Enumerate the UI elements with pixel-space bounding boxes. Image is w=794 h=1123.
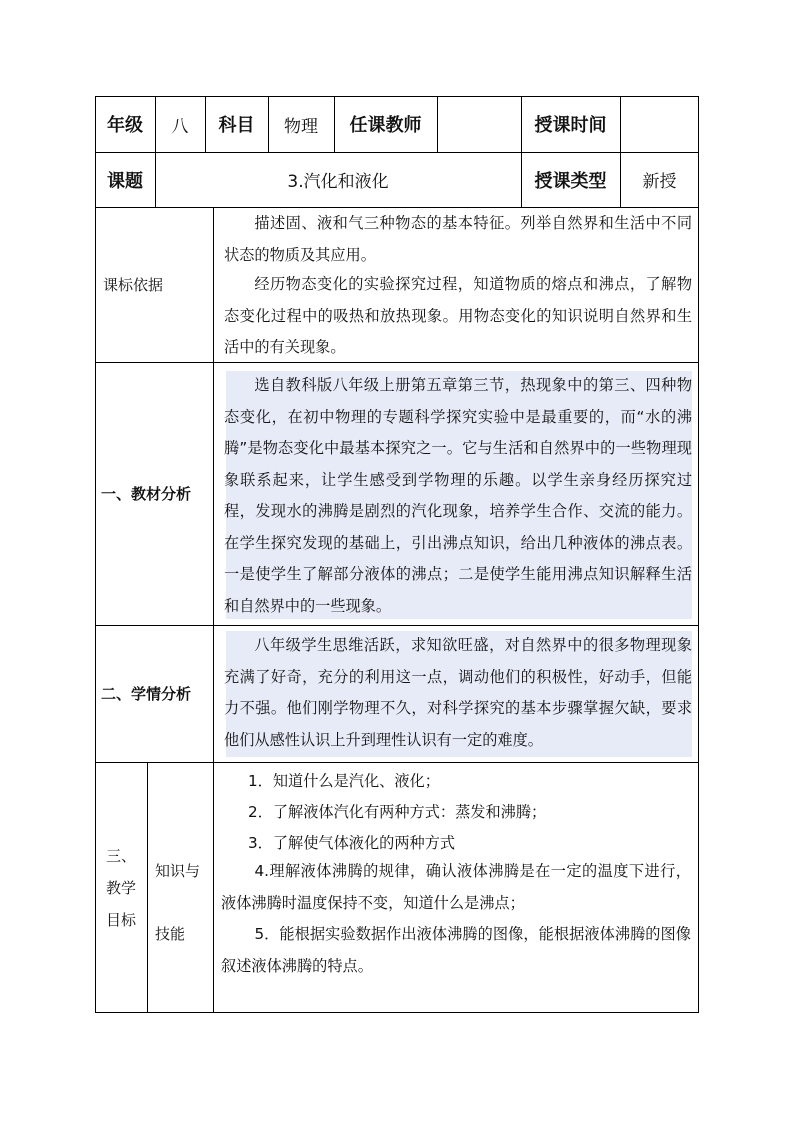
teacher-value (437, 96, 521, 152)
time-label: 授课时间 (534, 115, 607, 136)
goals-label (106, 840, 136, 936)
standard-para-2: 经历物态变化的实验探究过程，知道物质的熔点和沸点，了解物态变化过程中的吸热和放热现象。用物态变化的知识说明自然界和生活中的有关现象。 (224, 275, 692, 356)
students-label: 二、学情分析 (101, 685, 192, 703)
goals-label-line-3: 目标 (106, 911, 137, 929)
goals-sublabel-line-2: 技能 (155, 925, 186, 943)
standard-para-1: 描述固、液和气三种物态的基本特征。列举自然界和生活中不同状态的物质及其应用。 (224, 214, 692, 264)
goal-item-1: 1．知道什么是汽化、液化； (248, 772, 440, 790)
goal-item-5: 5．能根据实验数据作出液体沸腾的图像，能根据液体沸腾的图像叙述液体沸腾的特点。 (221, 925, 691, 975)
type-label: 授课类型 (534, 170, 607, 192)
goal-item-2: 2．了解液体汽化有两种方式：蒸发和沸腾； (248, 803, 547, 821)
textbook-label: 一、教材分析 (101, 485, 192, 503)
standard-label: 课标依据 (103, 276, 164, 294)
grade-value: 八 (171, 116, 189, 137)
type-value: 新授 (642, 172, 677, 192)
grade-label: 年级 (107, 115, 143, 136)
goals-sublabel (155, 840, 200, 966)
goal-item-4: 4.理解液体沸腾的规律，确认液体沸腾是在一定的温度下进行，液体沸腾时温度保持不变，知道什么是沸点； (221, 862, 691, 912)
goals-label-line-2: 教学 (106, 879, 137, 897)
teacher-label: 任课教师 (349, 115, 422, 136)
students-text: 八年级学生思维活跃，求知欲旺盛，对自然界中的很多物理现象充满了好奇，充分的利用这一点，调动他们的积极性，好动手，但能力不强。他们刚学物理不久，对科学探究的基本步骤掌握欠缺，要求他们从感性认识上升到理性认识有一定的难度。 (224, 636, 692, 749)
time-value (620, 96, 699, 152)
goal-item-3: 3．了解使气体液化的两种方式 (248, 834, 456, 852)
goals-label-line-1: 三、 (106, 847, 137, 865)
col-divider (213, 207, 214, 762)
topic-value: 3.汽化和液化 (287, 172, 389, 192)
textbook-text: 选自教科版八年级上册第五章第三节，热现象中的第三、四种物态变化，在初中物理的专题科学探究实验中是最重要的，而“水的沸腾”是物态变化中最基本探究之一。它与生活和自然界中的一些物理现象联系起来，让学生感受到学物理的乐趣。以学生亲身经历探究过程，发现水的沸腾是剧烈的汽化现象，培养学生合作、交流的能力。在学生探究发现的基础上，引出沸点知识，给出几种液体的沸点表。一是使学生了解部分液体的沸点；二是使学生能用沸点知识解释生活和自然界中的一些现象。 (224, 376, 692, 615)
row-divider (95, 762, 699, 763)
goals-sublabel-line-1: 知识与 (155, 862, 201, 880)
col-divider (213, 762, 214, 1013)
col-divider (147, 762, 148, 1013)
subject-label: 科目 (218, 115, 255, 136)
topic-label: 课题 (107, 170, 143, 192)
subject-value: 物理 (284, 116, 318, 137)
